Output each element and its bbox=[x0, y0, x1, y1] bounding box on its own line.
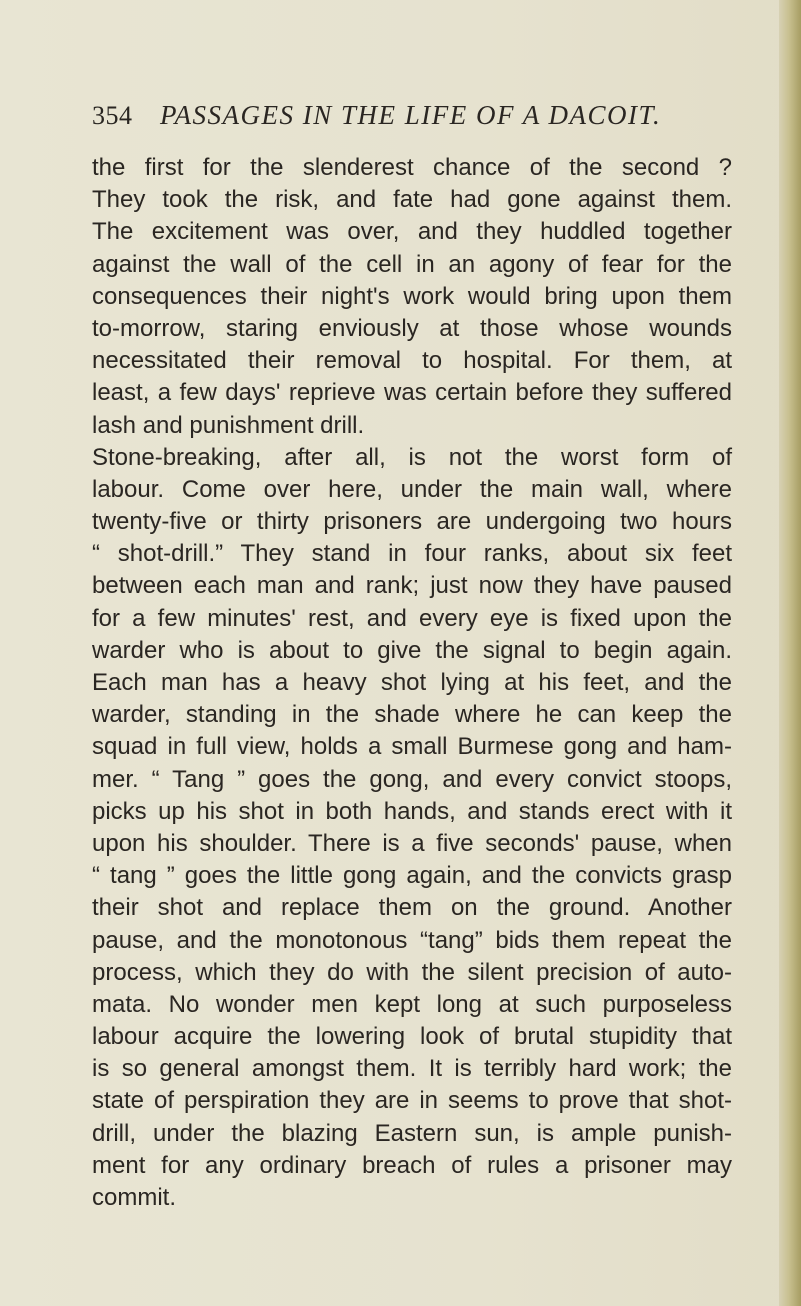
page-header bbox=[92, 100, 732, 140]
text-line: Each man has a heavy shot lying at his feet, and the bbox=[92, 669, 732, 696]
text-line: labour acquire the lowering look of brutal stupidity that bbox=[92, 1023, 732, 1051]
text-line: consequences their night's work would bring upon them bbox=[92, 282, 732, 310]
text-line: lash and punishment drill. bbox=[92, 411, 365, 439]
text-line: twenty-five or thirty prisoners are undergoing two hours bbox=[92, 508, 732, 536]
text-line: upon his shoulder. There is a five seconds' pause, when bbox=[92, 829, 732, 857]
text-line: is so general amongst them. It is terribly hard work; the bbox=[92, 1055, 732, 1083]
text-line: warder who is about to give the signal to begin again. bbox=[92, 636, 732, 664]
text-line: “ tang ” goes the little gong again, and the convicts grasp bbox=[92, 862, 732, 890]
text-line: commit. bbox=[92, 1184, 176, 1211]
text-line: their shot and replace them on the ground. Another bbox=[92, 894, 732, 922]
text-line: process, which they do with the silent precision of auto- bbox=[92, 958, 732, 986]
page-number: 354 bbox=[92, 101, 133, 130]
text-line: labour. Come over here, under the main wall, where bbox=[92, 475, 732, 503]
text-line: the first for the slenderest chance of the second ? bbox=[92, 154, 732, 181]
text-line: ment for any ordinary breach of rules a prisoner may bbox=[92, 1151, 732, 1179]
body-text bbox=[92, 152, 732, 1214]
text-line: between each man and rank; just now they have paused bbox=[92, 572, 732, 600]
page-edge-shadow bbox=[779, 0, 801, 1306]
text-line: picks up his shot in both hands, and stands erect with it bbox=[92, 797, 732, 825]
text-line: for a few minutes' rest, and every eye is fixed upon the bbox=[92, 604, 732, 632]
text-line: The excitement was over, and they huddled together bbox=[92, 218, 732, 246]
text-line: mer. “ Tang ” goes the gong, and every convict stoops, bbox=[92, 765, 732, 793]
text-line: squad in full view, holds a small Burmese gong and ham- bbox=[92, 733, 732, 761]
text-line: pause, and the monotonous “tang” bids them repeat the bbox=[92, 926, 732, 954]
text-line: Stone-breaking, after all, is not the worst form of bbox=[92, 443, 732, 471]
text-line: mata. No wonder men kept long at such purposeless bbox=[92, 990, 732, 1018]
text-line: drill, under the blazing Eastern sun, is ample punish- bbox=[92, 1119, 732, 1147]
text-line: “ shot-drill.” They stand in four ranks, about six feet bbox=[92, 540, 732, 568]
text-line: They took the risk, and fate had gone against them. bbox=[92, 186, 732, 214]
text-line: to-morrow, staring enviously at those whose wounds bbox=[92, 314, 732, 342]
text-line: necessitated their removal to hospital. For them, at bbox=[92, 347, 732, 375]
text-line: state of perspiration they are in seems to prove that shot- bbox=[92, 1087, 732, 1115]
text-line: warder, standing in the shade where he can keep the bbox=[92, 701, 732, 729]
running-title: PASSAGES IN THE LIFE OF A DACOIT. bbox=[160, 100, 662, 130]
text-line: against the wall of the cell in an agony of fear for the bbox=[92, 250, 732, 278]
text-line: least, a few days' reprieve was certain before they suffered bbox=[92, 379, 732, 407]
